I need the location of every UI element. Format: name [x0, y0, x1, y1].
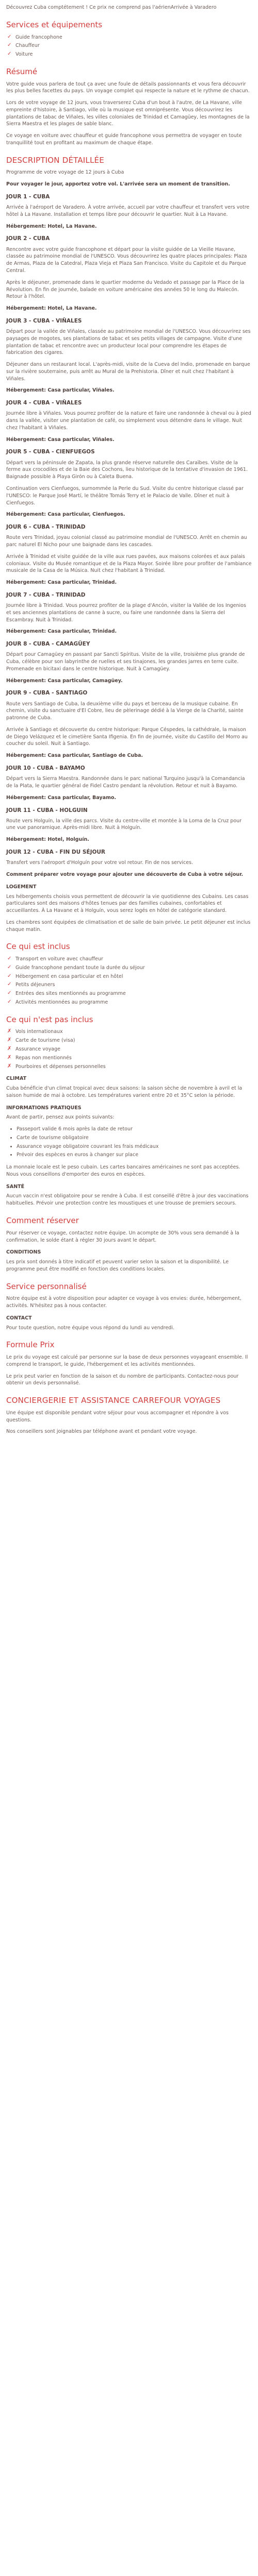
day-paragraph: Arrivée à l'aéroport de Varadero. À votre arrivée, accueil par votre chauffeur et transfert vers votre hôtel à La Havane. Installation et temps libre pour découvrir le quartier. Nuit à La Havane.	[6, 205, 250, 217]
check-icon: ✓	[7, 42, 12, 48]
check-icon: ✓	[7, 981, 12, 988]
day-title: JOUR 11 - CUBA - HOLGUIN	[6, 807, 88, 814]
not-included-list	[6, 1028, 252, 1070]
day-lodging: Hébergement: Hotel, La Havane.	[6, 223, 97, 229]
day-paragraph: Route vers Trinidad, joyau colonial classé au patrimoine mondial de l'UNESCO. Arrêt en chemin au parc naturel El Nicho pour une baignade dans les cascades.	[6, 535, 247, 548]
list-item: ✗ Repas non mentionnés	[7, 1054, 72, 1061]
day-paragraph: Départ vers la péninsule de Zapata, la plus grande réserve naturelle des Caraïbes. Visite de la ferme aux crocodiles et de la Baie des Cochons, lieu historique de la tentative d'invasion de 1961. Baignade possible à Playa Girón ou à Caleta Buena.	[6, 460, 248, 480]
check-icon: ✓	[7, 956, 12, 962]
check-icon: ✓	[7, 964, 12, 970]
day-paragraph: Déjeuner dans un restaurant local. L'après-midi, visite de la Cueva del Indio, promenade en barque sur la rivière souterraine, puis arrêt au Mural de la Prehistoria. Dîner et nuit chez l'habitant à Viñales.	[6, 362, 250, 382]
day-paragraph: Après le déjeuner, promenade dans le quartier moderne du Vedado et passage par la Place de la Révolution. En fin de journée, balade en voiture américaine des années 50 le long du Malecón. Retour à l'hôtel.	[6, 279, 245, 300]
concierge-paragraph: Une équipe est disponible pendant votre séjour pour vous accompagner et répondre à vos questions.	[6, 1410, 229, 1423]
day-paragraph: Journée libre à Trinidad. Vous pourrez profiter de la plage d'Ancón, visiter la Vallée de los Ingenios et ses anciennes plantations de canne à sucre, ou faire une randonnée dans la Sierra del Escambray. Nuit à Trinidad.	[6, 603, 246, 623]
list-item: • Carte de tourisme obligatoire	[17, 1134, 252, 1142]
list-item: ✓ Transport en voiture avec chauffeur	[7, 956, 103, 962]
day-title: JOUR 8 - CUBA - CAMAGÜEY	[6, 641, 90, 648]
day-paragraph: Arrivée à Santiago et découverte du centre historique: Parque Céspedes, la cathédrale, la maison de Diego Velázquez et le cimetière Santa Ifigenia. En fin de journée, visite du Castillo del Morro au coucher du soleil. Nuit à Santiago.	[6, 726, 248, 747]
not-included-heading: Ce qui n'est pas inclus	[6, 1014, 93, 1024]
day-paragraph: Transfert vers l'aéroport d'Holguín pour votre vol retour. Fin de nos services.	[6, 860, 194, 866]
day-title: JOUR 1 - CUBA	[6, 193, 50, 200]
lodging-paragraph: Les hébergements choisis vous permettent de découvrir la vie quotidienne des Cubains. Les casas particulares sont des maisons d'hôtes tenues par des familles cubaines, confortables et accueillantes. À La Havane et à Holguín, vous serez logés en hôtel de catégorie standard.	[6, 893, 249, 914]
day-paragraph: Route vers Holguín, la ville des parcs. Visite du centre-ville et montée à la Loma de la Cruz pour une vue panoramique. Après-midi libre. Nuit à Holguín.	[6, 818, 242, 831]
day-lodging: Hébergement: Casa particular, Viñales.	[6, 387, 115, 394]
formula-heading: Formule Prix	[6, 1340, 55, 1350]
health-heading: SANTÉ	[6, 1183, 25, 1190]
check-icon: ✓	[7, 973, 12, 979]
day-lodging: Hébergement: Hotel, Holguín.	[6, 837, 89, 843]
list-item: ✓ Guide francophone	[7, 33, 62, 40]
cross-icon: ✗	[7, 1037, 12, 1043]
list-item: • Assurance voyage obligatoire couvrant les frais médicaux	[17, 1143, 252, 1150]
list-item: ✗ Vols internationaux	[7, 1028, 63, 1035]
day-paragraph: Continuation vers Cienfuegos, surnommée la Perle du Sud. Visite du centre historique classé par l'UNESCO: le Parque José Martí, le théâtre Tomás Terry et le Palacio de Valle. Dîner et nuit à Cienfuegos.	[6, 485, 244, 506]
contact-paragraph: Pour toute question, notre équipe vous répond du lundi au vendredi.	[6, 1325, 174, 1331]
programme-heading: DESCRIPTION DÉTAILLÉE	[6, 155, 104, 165]
day-lodging: Hébergement: Hotel, La Havane.	[6, 306, 97, 312]
list-item: ✓ Voiture	[7, 51, 33, 58]
climate-heading: CLIMAT	[6, 1076, 27, 1082]
included-heading: Ce qui est inclus	[6, 942, 70, 952]
contact-heading: CONTACT	[6, 1315, 32, 1321]
list-item: ✓ Petits déjeuners	[7, 981, 55, 988]
list-item: ✓ Entrées des sites mentionnés au programme	[7, 990, 126, 997]
day-lodging: Hébergement: Casa particular, Trinidad.	[6, 629, 117, 635]
day-paragraph: Rencontre avec votre guide francophone et départ pour la visite guidée de La Vieille Havane, classée au patrimoine mondial de l'UNESCO. Vous découvrirez les quatre places principales: Plaza de Armas, Plaza de la Catedral, Plaza Vieja et Plaza San Francisco. Visite du Capitole et du Parque Central.	[6, 246, 247, 274]
conditions-paragraph: Les prix sont donnés à titre indicatif et peuvent varier selon la saison et la disponibilité. Le programme peut être modifié en fonction des conditions locales.	[6, 1259, 229, 1272]
day-title: JOUR 6 - CUBA - TRINIDAD	[6, 524, 86, 531]
list-item: ✗ Assurance voyage	[7, 1045, 61, 1052]
day-paragraph: Départ pour la vallée de Viñales, classée au patrimoine mondial de l'UNESCO. Vous découvrirez ses paysages de mogotes, ses plantations de tabac et ses petits villages de campagne. Visite d'une plantation de tabac et rencontre avec un producteur local pour comprendre les étapes de fabrication des cigares.	[6, 329, 251, 356]
end-note: Comment préparer votre voyage pour ajouter une découverte de Cuba à votre séjour.	[6, 872, 244, 877]
services-heading: Services et équipements	[6, 20, 103, 29]
day-paragraph: Arrivée à Trinidad et visite guidée de la ville aux rues pavées, aux maisons colorées et aux palais coloniaux. Visite du Musée romantique et de la Plaza Mayor. Soirée libre pour profiter de l'ambiance musicale de la Casa de la Música. Nuit chez l'habitant à Trinidad.	[6, 553, 252, 574]
day-lodging: Hébergement: Casa particular, Camagüey.	[6, 677, 123, 684]
concierge-paragraph: Nos conseillers sont joignables par téléphone avant et pendant votre voyage.	[6, 1429, 197, 1435]
day-paragraph: Route vers Santiago de Cuba, la deuxième ville du pays et berceau de la musique cubaine. En chemin, visite du sanctuaire d'El Cobre, lieu de pèlerinage dédié à la Vierge de la Charité, sainte patronne de Cuba.	[6, 701, 244, 721]
day-title: JOUR 3 - CUBA - VIÑALES	[6, 317, 82, 324]
formula-paragraph: Le prix peut varier en fonction de la saison et du nombre de participants. Contactez-nous pour obtenir un devis personnalisé.	[6, 1373, 239, 1386]
day-paragraph: Départ pour Camagüey en passant par Sancti Spíritus. Visite de la ville, troisième plus grande de Cuba, célèbre pour son labyrinthe de ruelles et ses tinajones, les grandes jarres en terre cuite. Promenade en bicitaxi dans le centre historique. Nuit à Camagüey.	[6, 652, 245, 672]
list-item: ✗ Pourboires et dépenses personnelles	[7, 1063, 106, 1070]
day-title: JOUR 2 - CUBA	[6, 235, 50, 242]
resume-paragraph: Votre guide vous parlera de tout ça avec une foule de détails passionnants et vous fera découvrir les plus belles facettes du pays. Un voyage complet qui respecte la nature et le rythme de chacun.	[6, 81, 250, 94]
practical-heading: INFORMATIONS PRATIQUES	[6, 1105, 82, 1111]
flight-note: Pour voyager le jour, apportez votre vol. L'arrivée sera un moment de transition.	[6, 181, 230, 188]
service-paragraph: Notre équipe est à votre disposition pour adapter ce voyage à vos envies: durée, hébergement, activités. N'hésitez pas à nous contacter.	[6, 1296, 241, 1309]
day-lodging: Hébergement: Casa particular, Trinidad.	[6, 580, 117, 586]
practical-list	[6, 1126, 252, 1159]
list-item: • Passeport valide 6 mois après la date de retour	[17, 1126, 252, 1133]
check-icon: ✓	[7, 33, 12, 40]
cross-icon: ✗	[7, 1063, 12, 1069]
resume-paragraph: Ce voyage en voiture avec chauffeur et guide francophone vous permettra de voyager en toute tranquillité tout en profitant au maximum de chaque étape.	[6, 133, 242, 146]
list-item: ✓ Activités mentionnées au programme	[7, 998, 108, 1005]
health-paragraph: Aucun vaccin n'est obligatoire pour se rendre à Cuba. Il est conseillé d'être à jour des vaccinations habituelles. Prévoir une protection contre les moustiques et une trousse de premiers secours.	[6, 1193, 249, 1207]
day-title: JOUR 4 - CUBA - VIÑALES	[6, 400, 82, 406]
resume-paragraph: Lors de votre voyage de 12 jours, vous traverserez Cuba d'un bout à l'autre, de La Havane, ville empreinte d'histoire, à Santiago, ville où la musique est omniprésente. Vous découvrirez les plantations de tabac de Viñales, les villes coloniales de Trinidad et Camagüey, les montagnes de la Sierra Maestra et les plages de sable blanc.	[6, 100, 250, 127]
resume-heading: Résumé	[6, 66, 38, 76]
day-lodging: Hébergement: Casa particular, Bayamo.	[6, 794, 117, 801]
day-title: JOUR 5 - CUBA - CIENFUEGOS	[6, 449, 95, 455]
list-item: ✓ Hébergement en casa particular et en hôtel	[7, 973, 123, 979]
cross-icon: ✗	[7, 1045, 12, 1052]
day-paragraph: Journée libre à Viñales. Vous pourrez profiter de la nature et faire une randonnée à cheval ou à pied dans la vallée, visiter une plantation de café, ou simplement vous détendre dans le village. Nuit chez l'habitant à Viñales.	[6, 411, 251, 431]
services-list	[6, 34, 252, 58]
formula-paragraph: Le prix du voyage est calculé par personne sur la base de deux personnes voyageant ensemble. Il comprend le transport, le guide, l'hébergement et les activités mentionnées.	[6, 1354, 248, 1367]
practical-paragraph: La monnaie locale est le peso cubain. Les cartes bancaires américaines ne sont pas acceptées. Nous vous conseillons d'emporter des euros en espèces.	[6, 1164, 240, 1177]
day-lodging: Hébergement: Casa particular, Viñales.	[6, 436, 115, 443]
list-item: • Prévoir des espèces en euros à changer sur place	[17, 1151, 252, 1159]
cross-icon: ✗	[7, 1054, 12, 1060]
programme-intro: Programme de votre voyage de 12 jours à Cuba	[6, 170, 124, 176]
lodging-paragraph: Les chambres sont équipées de climatisation et de salle de bain privée. Le petit déjeuner est inclus chaque matin.	[6, 919, 251, 933]
list-item: ✗ Carte de tourisme (visa)	[7, 1037, 75, 1044]
lodging-heading: LOGEMENT	[6, 884, 37, 890]
list-item: ✓ Chauffeur	[7, 42, 40, 49]
climate-paragraph: Cuba bénéficie d'un climat tropical avec deux saisons: la saison sèche de novembre à avril et la saison humide de mai à octobre. Les températures varient entre 20 et 35°C selon la période.	[6, 1086, 243, 1098]
check-icon: ✓	[7, 990, 12, 996]
day-paragraph: Départ vers la Sierra Maestra. Randonnée dans le parc national Turquino jusqu'à la Comandancia de la Plata, le quartier général de Fidel Castro pendant la révolution. Retour et nuit à Bayamo.	[6, 776, 245, 789]
conditions-heading: CONDITIONS	[6, 1249, 41, 1256]
list-item: ✓ Guide francophone pendant toute la durée du séjour	[7, 964, 145, 971]
included-list	[6, 956, 252, 1006]
day-title: JOUR 7 - CUBA - TRINIDAD	[6, 591, 86, 598]
check-icon: ✓	[7, 998, 12, 1005]
day-lodging: Hébergement: Casa particular, Cienfuegos.	[6, 512, 125, 518]
concierge-heading: CONCIERGERIE ET ASSISTANCE CARREFOUR VOYAGES	[6, 1396, 221, 1405]
cross-icon: ✗	[7, 1028, 12, 1035]
day-lodging: Hébergement: Casa particular, Santiago de Cuba.	[6, 753, 143, 759]
check-icon: ✓	[7, 51, 12, 57]
day-title: JOUR 9 - CUBA - SANTIAGO	[6, 690, 88, 697]
book-heading: Comment réserver	[6, 1216, 79, 1225]
day-title: JOUR 10 - CUBA - BAYAMO	[6, 765, 85, 771]
day-title: JOUR 12 - CUBA - FIN DU SÉJOUR	[6, 849, 106, 856]
service-heading: Service personnalisé	[6, 1281, 87, 1291]
book-paragraph: Pour réserver ce voyage, contactez notre équipe. Un acompte de 30% vous sera demandé à la confirmation, le solde étant à régler 30 jours avant le départ.	[6, 1230, 239, 1243]
practical-intro: Avant de partir, pensez aux points suivants:	[6, 1114, 115, 1121]
intro-text: Découvrez Cuba comptétement ! Ce prix ne comprend pas l'aérienArrivée à Varadero	[6, 5, 217, 10]
